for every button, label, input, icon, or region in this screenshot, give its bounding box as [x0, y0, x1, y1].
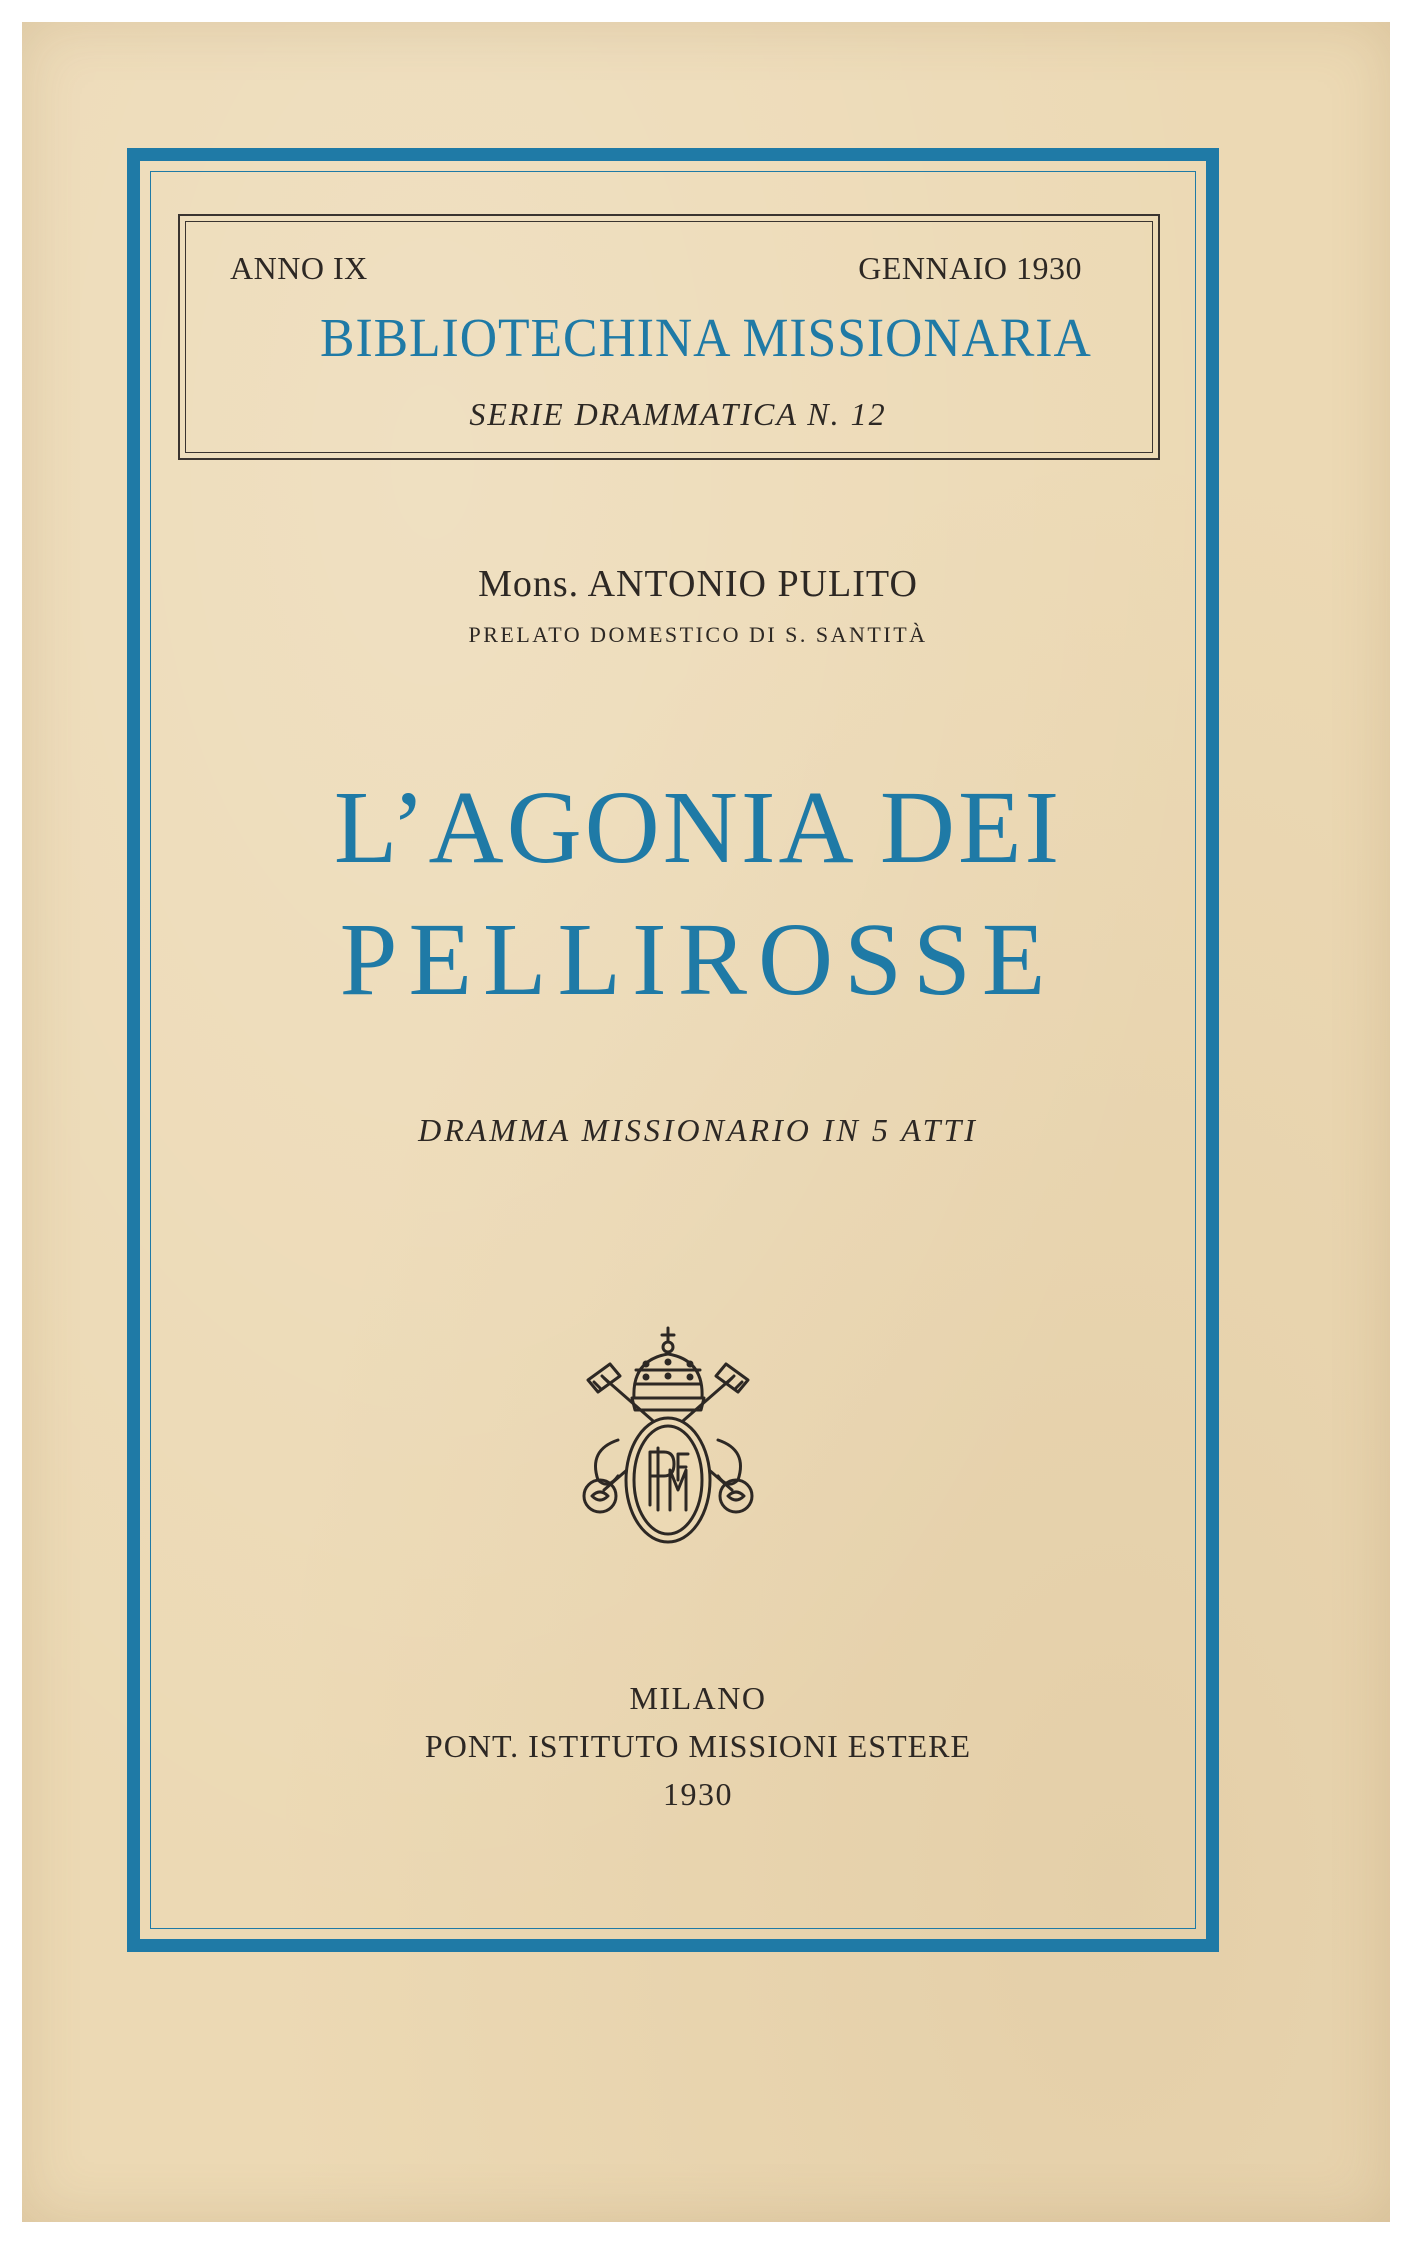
book-title-line-1: L’AGONIA DEI [333, 770, 1063, 885]
anno-label: ANNO IX [230, 250, 368, 286]
publication-place: MILANO [629, 1680, 767, 1716]
series-subtitle: SERIE DRAMMATICA N. 12 [469, 396, 887, 432]
issue-date: GENNAIO 1930 [858, 250, 1082, 286]
papal-crest-icon [558, 1320, 778, 1580]
publisher-name: PONT. ISTITUTO MISSIONI ESTERE [424, 1728, 972, 1764]
book-title-line-2: PELLIROSSE [339, 902, 1057, 1017]
author-role: PRELATO DOMESTICO DI S. SANTITÀ [468, 622, 928, 647]
author-name: Mons. ANTONIO PULITO [478, 563, 918, 605]
book-subtitle: DRAMMA MISSIONARIO IN 5 ATTI [418, 1112, 978, 1148]
series-title: BIBLIOTECHINA MISSIONARIA [320, 307, 1092, 368]
publication-year: 1930 [663, 1776, 733, 1812]
